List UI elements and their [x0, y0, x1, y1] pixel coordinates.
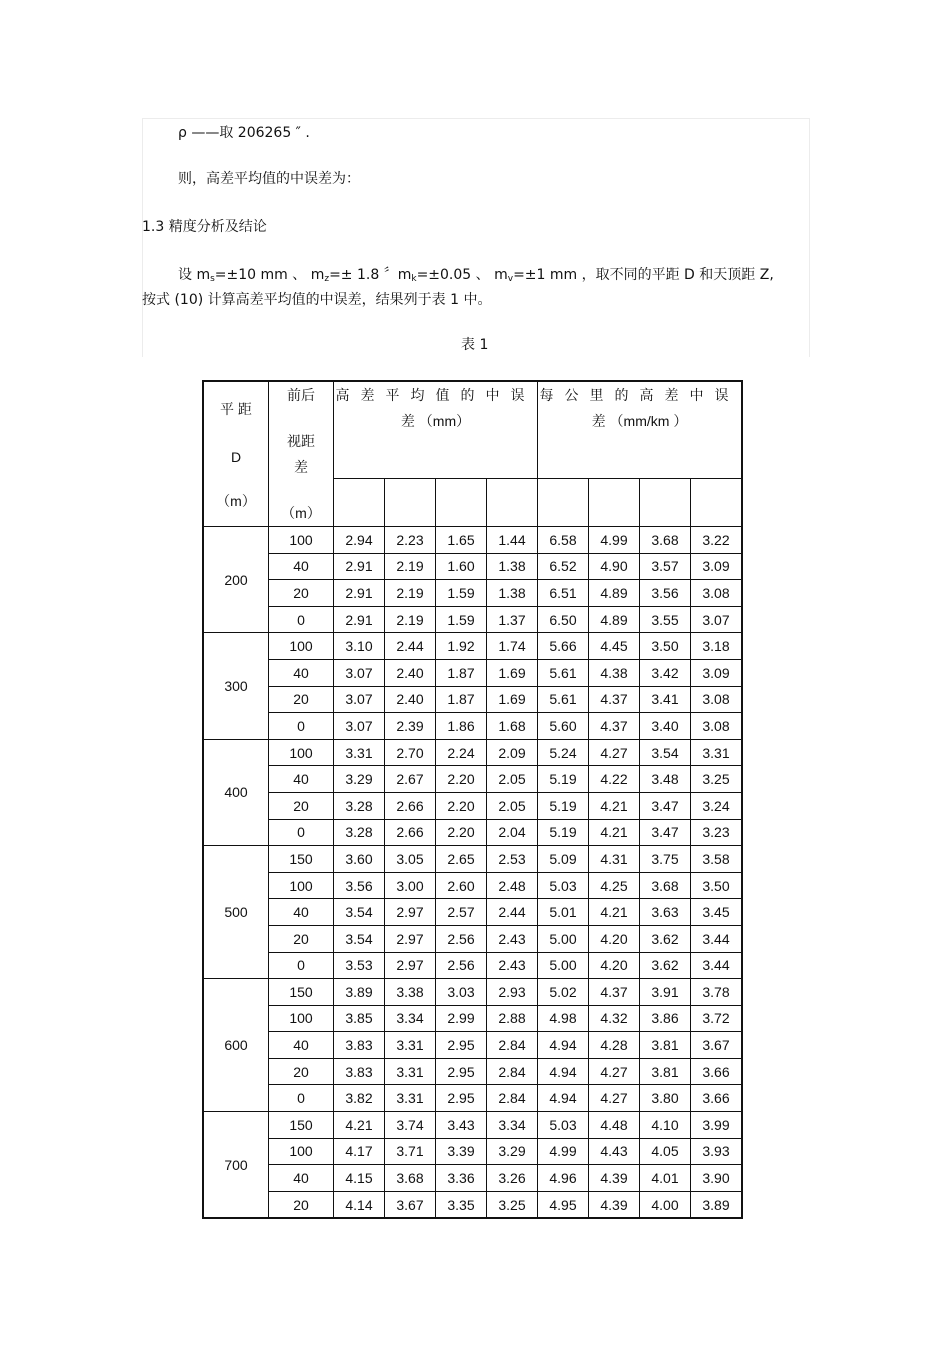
- value-cell: 3.99: [691, 1112, 743, 1139]
- value-cell: 4.05: [640, 1138, 691, 1165]
- value-cell: 4.38: [589, 659, 640, 686]
- sight-difference-cell: 0: [269, 606, 334, 633]
- value-cell: 2.97: [385, 925, 436, 952]
- table-row: [203, 659, 742, 686]
- value-cell: 1.59: [436, 580, 487, 607]
- sight-difference-cell: 20: [269, 1191, 334, 1218]
- subheader-cell: [538, 478, 589, 526]
- sight-difference-cell: 100: [269, 1005, 334, 1032]
- table-row: [203, 1032, 742, 1059]
- value-cell: 3.68: [385, 1165, 436, 1192]
- sight-difference-cell: 100: [269, 739, 334, 766]
- value-cell: 3.67: [385, 1191, 436, 1218]
- table-row: [203, 925, 742, 952]
- value-cell: 4.27: [589, 1085, 640, 1112]
- value-cell: 3.34: [385, 1005, 436, 1032]
- value-cell: 3.31: [385, 1032, 436, 1059]
- value-cell: 3.03: [436, 979, 487, 1006]
- value-cell: 1.87: [436, 686, 487, 713]
- value-cell: 6.51: [538, 580, 589, 607]
- value-cell: 2.19: [385, 580, 436, 607]
- value-cell: 3.54: [640, 739, 691, 766]
- value-cell: 3.29: [334, 766, 385, 793]
- value-cell: 3.75: [640, 846, 691, 873]
- value-cell: 4.45: [589, 633, 640, 660]
- value-cell: 3.18: [691, 633, 743, 660]
- table-row: [203, 846, 742, 873]
- value-cell: 1.38: [487, 580, 538, 607]
- value-cell: 5.03: [538, 872, 589, 899]
- value-cell: 2.95: [436, 1058, 487, 1085]
- value-cell: 3.89: [334, 979, 385, 1006]
- subheader-cell: [436, 478, 487, 526]
- value-cell: 3.07: [334, 713, 385, 740]
- table-row: [203, 1191, 742, 1218]
- value-cell: 3.05: [385, 846, 436, 873]
- value-cell: 3.83: [334, 1058, 385, 1085]
- sight-difference-cell: 20: [269, 580, 334, 607]
- table-row: [203, 739, 742, 766]
- value-cell: 1.92: [436, 633, 487, 660]
- value-cell: 2.97: [385, 952, 436, 979]
- table-row: [203, 1005, 742, 1032]
- sight-difference-cell: 0: [269, 952, 334, 979]
- value-cell: 2.84: [487, 1058, 538, 1085]
- value-cell: 4.98: [538, 1005, 589, 1032]
- value-cell: 3.41: [640, 686, 691, 713]
- value-cell: 2.20: [436, 792, 487, 819]
- table-row: [203, 1058, 742, 1085]
- value-cell: 3.85: [334, 1005, 385, 1032]
- sight-difference-cell: 40: [269, 766, 334, 793]
- value-cell: 2.43: [487, 952, 538, 979]
- value-cell: 4.14: [334, 1191, 385, 1218]
- value-cell: 3.47: [640, 819, 691, 846]
- value-cell: 3.66: [691, 1058, 743, 1085]
- value-cell: 4.94: [538, 1032, 589, 1059]
- value-cell: 5.19: [538, 792, 589, 819]
- value-cell: 4.21: [589, 819, 640, 846]
- value-cell: 2.24: [436, 739, 487, 766]
- value-cell: 3.09: [691, 659, 743, 686]
- value-cell: 3.56: [334, 872, 385, 899]
- value-cell: 3.57: [640, 553, 691, 580]
- value-cell: 4.28: [589, 1032, 640, 1059]
- sight-difference-cell: 150: [269, 1112, 334, 1139]
- value-cell: 3.93: [691, 1138, 743, 1165]
- value-cell: 3.80: [640, 1085, 691, 1112]
- value-cell: 4.25: [589, 872, 640, 899]
- value-cell: 4.20: [589, 952, 640, 979]
- subheader-cell: [385, 478, 436, 526]
- value-cell: 2.65: [436, 846, 487, 873]
- sight-difference-cell: 100: [269, 527, 334, 554]
- value-cell: 3.53: [334, 952, 385, 979]
- value-cell: 3.39: [436, 1138, 487, 1165]
- value-cell: 5.60: [538, 713, 589, 740]
- value-cell: 3.55: [640, 606, 691, 633]
- value-cell: 1.44: [487, 527, 538, 554]
- sight-difference-cell: 40: [269, 553, 334, 580]
- value-cell: 3.31: [385, 1058, 436, 1085]
- subheader-cell: [640, 478, 691, 526]
- value-cell: 3.86: [640, 1005, 691, 1032]
- value-cell: 4.43: [589, 1138, 640, 1165]
- value-cell: 4.37: [589, 686, 640, 713]
- parameter-line: 设 $m_s=\pm 10$ mm 、 $m_z=\pm 1.8$ 〞$m_k=\pm 0.05$ 、 $m_v=\pm 1$ mm ，取不同的平距 D 和天顶距 Z,: [178, 267, 774, 284]
- value-cell: 4.00: [640, 1191, 691, 1218]
- value-cell: 3.66: [691, 1085, 743, 1112]
- value-cell: 3.78: [691, 979, 743, 1006]
- value-cell: 2.20: [436, 819, 487, 846]
- table-row: [203, 633, 742, 660]
- value-cell: 4.39: [589, 1165, 640, 1192]
- value-cell: 3.44: [691, 952, 743, 979]
- sight-difference-cell: 20: [269, 792, 334, 819]
- value-cell: 5.00: [538, 925, 589, 952]
- value-cell: 5.03: [538, 1112, 589, 1139]
- value-cell: 1.38: [487, 553, 538, 580]
- value-cell: 2.95: [436, 1085, 487, 1112]
- value-cell: 2.94: [334, 527, 385, 554]
- sight-difference-cell: 0: [269, 819, 334, 846]
- table-row: [203, 1085, 742, 1112]
- value-cell: 4.89: [589, 606, 640, 633]
- value-cell: 3.47: [640, 792, 691, 819]
- value-cell: 3.08: [691, 686, 743, 713]
- sight-difference-cell: 20: [269, 925, 334, 952]
- sight-difference-cell: 150: [269, 846, 334, 873]
- value-cell: 4.15: [334, 1165, 385, 1192]
- distance-cell: 500: [203, 846, 269, 979]
- value-cell: 5.01: [538, 899, 589, 926]
- value-cell: 2.04: [487, 819, 538, 846]
- value-cell: 1.60: [436, 553, 487, 580]
- value-cell: 3.81: [640, 1032, 691, 1059]
- table-row: [203, 766, 742, 793]
- value-cell: 3.10: [334, 633, 385, 660]
- value-cell: 5.61: [538, 686, 589, 713]
- value-cell: 4.27: [589, 1058, 640, 1085]
- header-distance: 平 距 D （m）: [203, 381, 269, 527]
- distance-cell: 200: [203, 527, 269, 633]
- value-cell: 2.44: [487, 899, 538, 926]
- header-sight-difference: 前后 视距 差 （m）: [269, 381, 334, 527]
- value-cell: 2.70: [385, 739, 436, 766]
- value-cell: 4.10: [640, 1112, 691, 1139]
- value-cell: 3.45: [691, 899, 743, 926]
- value-cell: 4.31: [589, 846, 640, 873]
- value-cell: 2.56: [436, 952, 487, 979]
- value-cell: 3.38: [385, 979, 436, 1006]
- value-cell: 3.42: [640, 659, 691, 686]
- value-cell: 5.02: [538, 979, 589, 1006]
- value-cell: 1.74: [487, 633, 538, 660]
- value-cell: 2.05: [487, 766, 538, 793]
- value-cell: 3.54: [334, 899, 385, 926]
- value-cell: 4.32: [589, 1005, 640, 1032]
- value-cell: 3.07: [334, 686, 385, 713]
- value-cell: 3.29: [487, 1138, 538, 1165]
- value-cell: 2.91: [334, 580, 385, 607]
- sight-difference-cell: 100: [269, 872, 334, 899]
- value-cell: 3.23: [691, 819, 743, 846]
- value-cell: 5.19: [538, 819, 589, 846]
- value-cell: 3.07: [334, 659, 385, 686]
- value-cell: 4.94: [538, 1085, 589, 1112]
- value-cell: 3.56: [640, 580, 691, 607]
- distance-cell: 300: [203, 633, 269, 739]
- value-cell: 2.67: [385, 766, 436, 793]
- value-cell: 1.37: [487, 606, 538, 633]
- value-cell: 4.21: [589, 899, 640, 926]
- value-cell: 3.35: [436, 1191, 487, 1218]
- value-cell: 4.17: [334, 1138, 385, 1165]
- value-cell: 2.19: [385, 553, 436, 580]
- value-cell: 5.19: [538, 766, 589, 793]
- value-cell: 4.37: [589, 979, 640, 1006]
- value-cell: 3.22: [691, 527, 743, 554]
- value-cell: 2.97: [385, 899, 436, 926]
- sight-difference-cell: 40: [269, 1032, 334, 1059]
- value-cell: 2.93: [487, 979, 538, 1006]
- value-cell: 3.44: [691, 925, 743, 952]
- table-row: [203, 527, 742, 554]
- value-cell: 3.28: [334, 819, 385, 846]
- value-cell: 3.43: [436, 1112, 487, 1139]
- value-cell: 2.43: [487, 925, 538, 952]
- value-cell: 3.60: [334, 846, 385, 873]
- rho-definition: ρ ——取 206265 ″ .: [178, 125, 310, 141]
- table-row: [203, 899, 742, 926]
- subheader-cell: [691, 478, 743, 526]
- value-cell: 3.40: [640, 713, 691, 740]
- value-cell: 4.21: [334, 1112, 385, 1139]
- value-cell: 2.23: [385, 527, 436, 554]
- value-cell: 2.19: [385, 606, 436, 633]
- subheader-cell: [589, 478, 640, 526]
- value-cell: 2.09: [487, 739, 538, 766]
- subheader-cell: [487, 478, 538, 526]
- distance-cell: 700: [203, 1112, 269, 1219]
- value-cell: 1.65: [436, 527, 487, 554]
- value-cell: 3.36: [436, 1165, 487, 1192]
- value-cell: 5.61: [538, 659, 589, 686]
- value-cell: 3.72: [691, 1005, 743, 1032]
- value-cell: 2.39: [385, 713, 436, 740]
- value-cell: 3.08: [691, 713, 743, 740]
- value-cell: 3.63: [640, 899, 691, 926]
- sight-difference-cell: 0: [269, 1085, 334, 1112]
- distance-cell: 400: [203, 739, 269, 845]
- value-cell: 3.26: [487, 1165, 538, 1192]
- value-cell: 2.84: [487, 1032, 538, 1059]
- value-cell: 3.34: [487, 1112, 538, 1139]
- value-cell: 3.31: [691, 739, 743, 766]
- value-cell: 4.39: [589, 1191, 640, 1218]
- mean-error-intro: 则，高差平均值的中误差为：: [178, 171, 360, 187]
- value-cell: 1.59: [436, 606, 487, 633]
- value-cell: 1.87: [436, 659, 487, 686]
- distance-cell: 600: [203, 979, 269, 1112]
- value-cell: 2.91: [334, 553, 385, 580]
- value-cell: 3.09: [691, 553, 743, 580]
- table-caption: 表 1: [461, 337, 489, 353]
- value-cell: 1.69: [487, 686, 538, 713]
- value-cell: 3.54: [334, 925, 385, 952]
- table-row: [203, 1138, 742, 1165]
- value-cell: 2.60: [436, 872, 487, 899]
- sight-difference-cell: 40: [269, 659, 334, 686]
- table-row: [203, 872, 742, 899]
- sight-difference-cell: 100: [269, 1138, 334, 1165]
- table-row: [203, 952, 742, 979]
- value-cell: 2.40: [385, 686, 436, 713]
- value-cell: 3.62: [640, 952, 691, 979]
- table-row: [203, 1165, 742, 1192]
- table-row: [203, 606, 742, 633]
- value-cell: 3.28: [334, 792, 385, 819]
- value-cell: 3.89: [691, 1191, 743, 1218]
- sight-difference-cell: 40: [269, 1165, 334, 1192]
- value-cell: 2.99: [436, 1005, 487, 1032]
- value-cell: 3.48: [640, 766, 691, 793]
- value-cell: 5.66: [538, 633, 589, 660]
- table-row: [203, 819, 742, 846]
- value-cell: 3.68: [640, 527, 691, 554]
- value-cell: 2.88: [487, 1005, 538, 1032]
- parameter-line-2: 按式 (10) 计算高差平均值的中误差，结果列于表 1 中。: [142, 292, 492, 308]
- table-row: [203, 1112, 742, 1139]
- value-cell: 3.83: [334, 1032, 385, 1059]
- value-cell: 1.69: [487, 659, 538, 686]
- value-cell: 3.50: [691, 872, 743, 899]
- table-row: [203, 553, 742, 580]
- text-block-frame: [142, 118, 810, 357]
- value-cell: 2.20: [436, 766, 487, 793]
- value-cell: 4.48: [589, 1112, 640, 1139]
- value-cell: 4.37: [589, 713, 640, 740]
- sight-difference-cell: 20: [269, 1058, 334, 1085]
- sight-difference-cell: 100: [269, 633, 334, 660]
- value-cell: 2.95: [436, 1032, 487, 1059]
- value-cell: 6.52: [538, 553, 589, 580]
- value-cell: 4.95: [538, 1191, 589, 1218]
- value-cell: 3.31: [385, 1085, 436, 1112]
- value-cell: 6.58: [538, 527, 589, 554]
- value-cell: 3.24: [691, 792, 743, 819]
- sight-difference-cell: 20: [269, 686, 334, 713]
- table-row: [203, 580, 742, 607]
- table-row: [203, 979, 742, 1006]
- value-cell: 2.84: [487, 1085, 538, 1112]
- value-cell: 5.09: [538, 846, 589, 873]
- value-cell: 4.96: [538, 1165, 589, 1192]
- subheader-cell: [334, 478, 385, 526]
- value-cell: 4.20: [589, 925, 640, 952]
- value-cell: 2.48: [487, 872, 538, 899]
- table-row: [203, 686, 742, 713]
- value-cell: 4.27: [589, 739, 640, 766]
- value-cell: 3.00: [385, 872, 436, 899]
- value-cell: 3.82: [334, 1085, 385, 1112]
- value-cell: 4.01: [640, 1165, 691, 1192]
- value-cell: 2.53: [487, 846, 538, 873]
- value-cell: 3.25: [691, 766, 743, 793]
- value-cell: 4.21: [589, 792, 640, 819]
- value-cell: 2.56: [436, 925, 487, 952]
- value-cell: 2.05: [487, 792, 538, 819]
- value-cell: 6.50: [538, 606, 589, 633]
- sight-difference-cell: 150: [269, 979, 334, 1006]
- value-cell: 2.66: [385, 792, 436, 819]
- value-cell: 4.99: [538, 1138, 589, 1165]
- sight-difference-cell: 0: [269, 713, 334, 740]
- value-cell: 4.89: [589, 580, 640, 607]
- value-cell: 3.50: [640, 633, 691, 660]
- value-cell: 2.40: [385, 659, 436, 686]
- value-cell: 5.24: [538, 739, 589, 766]
- value-cell: 3.31: [334, 739, 385, 766]
- value-cell: 3.08: [691, 580, 743, 607]
- table-row: [203, 713, 742, 740]
- value-cell: 2.66: [385, 819, 436, 846]
- value-cell: 2.44: [385, 633, 436, 660]
- table-row: [203, 792, 742, 819]
- value-cell: 3.71: [385, 1138, 436, 1165]
- value-cell: 3.67: [691, 1032, 743, 1059]
- value-cell: 3.90: [691, 1165, 743, 1192]
- value-cell: 1.86: [436, 713, 487, 740]
- value-cell: 1.68: [487, 713, 538, 740]
- sight-difference-cell: 40: [269, 899, 334, 926]
- value-cell: 4.22: [589, 766, 640, 793]
- value-cell: 3.68: [640, 872, 691, 899]
- value-cell: 2.91: [334, 606, 385, 633]
- value-cell: 2.57: [436, 899, 487, 926]
- header-mean-error: 高差平均值的中误 差 （mm）: [334, 381, 538, 478]
- value-cell: 4.99: [589, 527, 640, 554]
- value-cell: 3.81: [640, 1058, 691, 1085]
- value-cell: 3.91: [640, 979, 691, 1006]
- value-cell: 3.25: [487, 1191, 538, 1218]
- header-km-error: 每公里的高差中误 差 （mm/km ）: [538, 381, 743, 478]
- value-cell: 3.07: [691, 606, 743, 633]
- value-cell: 5.00: [538, 952, 589, 979]
- error-table: [202, 380, 743, 1219]
- value-cell: 3.58: [691, 846, 743, 873]
- value-cell: 3.62: [640, 925, 691, 952]
- value-cell: 4.90: [589, 553, 640, 580]
- value-cell: 4.94: [538, 1058, 589, 1085]
- section-heading: 1.3 精度分析及结论: [142, 219, 267, 235]
- value-cell: 3.74: [385, 1112, 436, 1139]
